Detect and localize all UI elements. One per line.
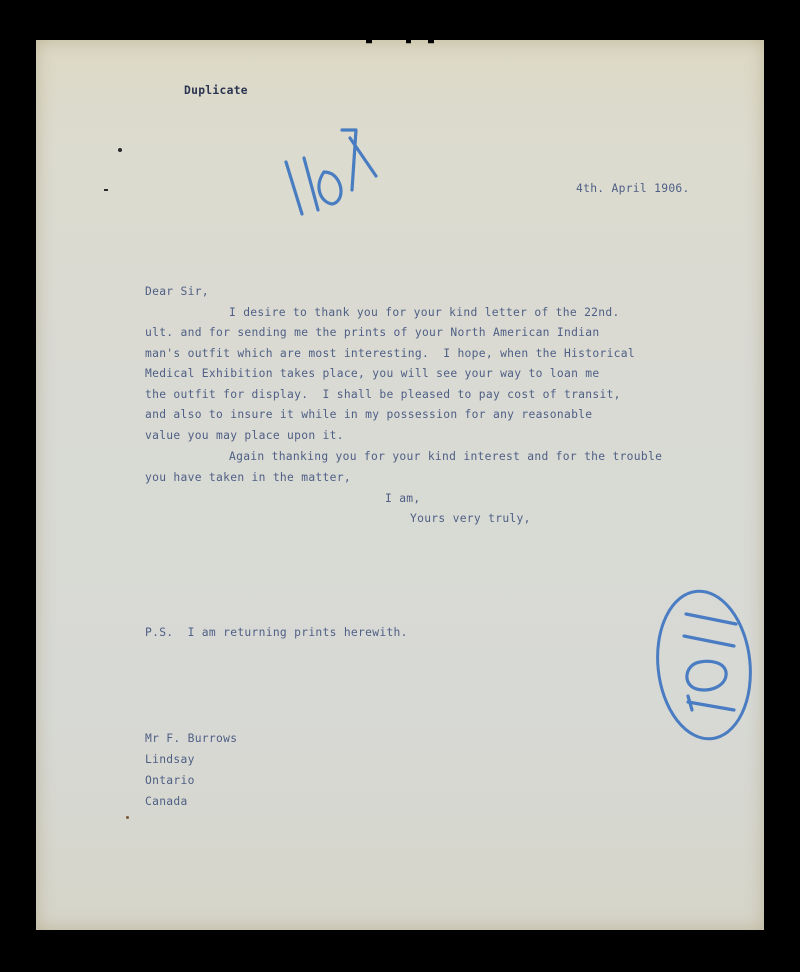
body-line: I desire to thank you for your kind letter of the 22nd. <box>229 306 620 319</box>
address-line: Lindsay <box>145 753 195 766</box>
body-line: and also to insure it while in my possession for any reasonable <box>145 408 593 421</box>
letter-date: 4th. April 1906. <box>576 182 690 195</box>
address-line: Mr F. Burrows <box>145 732 238 745</box>
ink-dot <box>126 816 129 819</box>
address-line: Ontario <box>145 774 195 787</box>
ink-dot <box>104 189 108 191</box>
postscript: P.S. I am returning prints herewith. <box>145 626 408 639</box>
closing-line: Yours very truly, <box>410 512 531 525</box>
body-line: Medical Exhibition takes place, you will see your way to loan me <box>145 367 600 380</box>
address-line: Canada <box>145 795 188 808</box>
body-line: man's outfit which are most interesting. I hope, when the Historical <box>145 347 635 360</box>
body-line: Again thanking you for your kind interest and for the trouble <box>229 450 663 463</box>
body-line: ult. and for sending me the prints of your North American Indian <box>145 326 600 339</box>
salutation: Dear Sir, <box>145 285 209 298</box>
duplicate-label: Duplicate <box>184 84 248 97</box>
body-line: you have taken in the matter, <box>145 471 351 484</box>
body-line: value you may place upon it. <box>145 429 344 442</box>
ink-dot <box>118 148 122 152</box>
closing-line: I am, <box>385 492 421 505</box>
body-line: the outfit for display. I shall be pleased to pay cost of transit, <box>145 388 621 401</box>
